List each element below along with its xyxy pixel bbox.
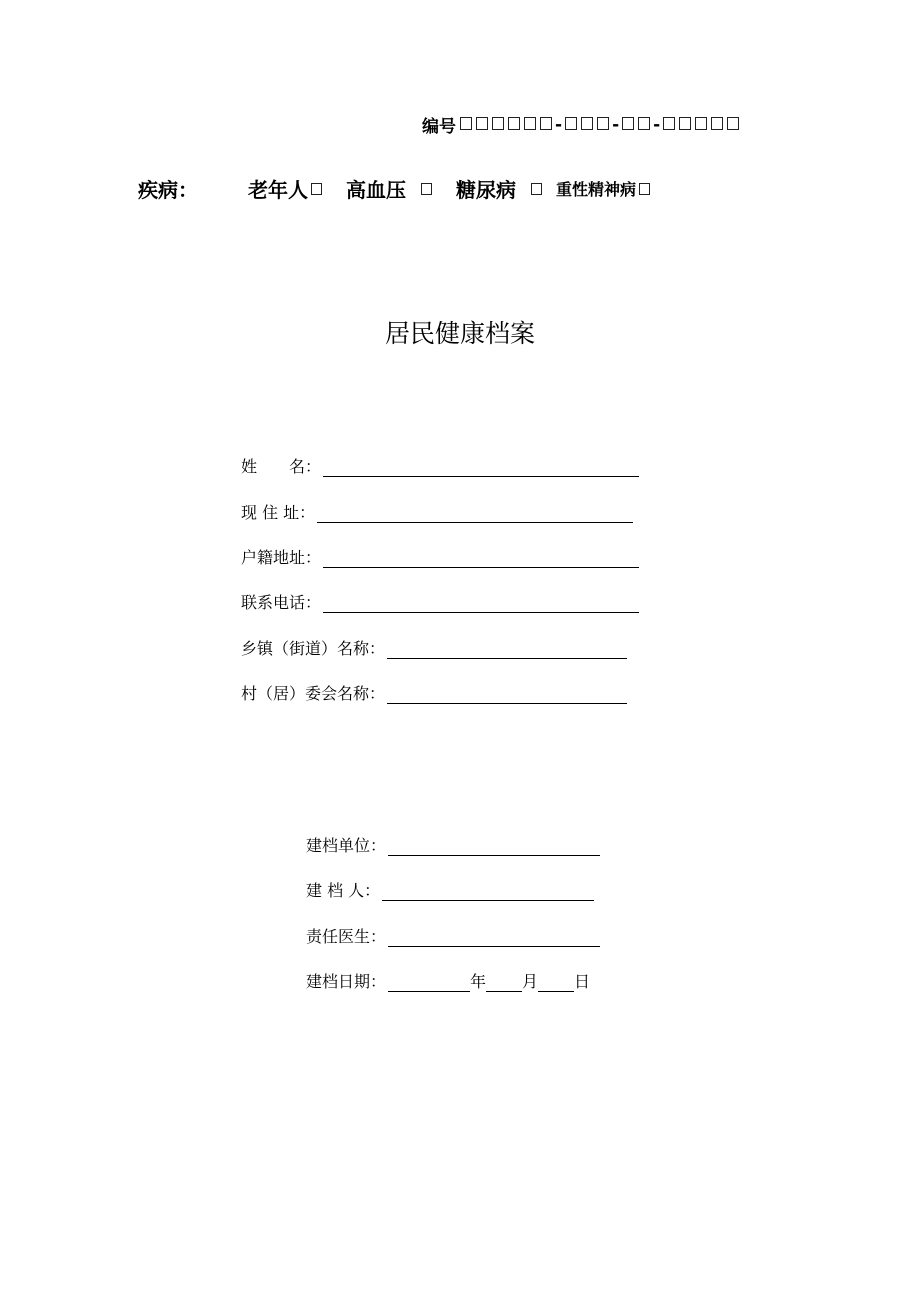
serial-digit-box[interactable]	[492, 117, 504, 130]
serial-digit-box[interactable]	[508, 117, 520, 130]
serial-digit-box[interactable]	[727, 117, 739, 130]
serial-digit-box[interactable]	[476, 117, 488, 130]
option-label: 高血压	[346, 178, 406, 202]
serial-digit-box[interactable]	[524, 117, 536, 130]
serial-separator: -	[653, 114, 661, 135]
document-title: 居民健康档案	[384, 319, 535, 348]
current-address-input[interactable]	[317, 504, 633, 523]
disease-category-row	[138, 174, 652, 203]
field-responsible-doctor	[306, 927, 600, 947]
option-label: 老年人	[248, 178, 308, 202]
field-township	[241, 639, 627, 659]
filing-month-input[interactable]	[486, 973, 522, 992]
field-current-address	[241, 503, 633, 523]
responsible-doctor-input[interactable]	[388, 928, 600, 947]
field-label: 建档日期：	[306, 972, 387, 991]
checkbox-diabetes[interactable]	[531, 183, 542, 195]
field-filing-person	[306, 881, 594, 901]
serial-group-2	[563, 115, 611, 135]
field-phone	[241, 593, 639, 613]
serial-digit-box[interactable]	[565, 117, 577, 130]
filing-person-input[interactable]	[382, 882, 594, 901]
field-label: 乡镇（街道）名称：	[241, 639, 386, 658]
serial-digit-box[interactable]	[679, 117, 691, 130]
field-label: 户籍地址：	[241, 548, 322, 567]
month-unit: 月	[522, 972, 539, 991]
serial-digit-box[interactable]	[711, 117, 723, 130]
field-name	[241, 457, 639, 477]
serial-label: 编号	[422, 117, 456, 137]
filing-year-input[interactable]	[388, 973, 470, 992]
serial-digit-box[interactable]	[460, 117, 472, 130]
serial-digit-box[interactable]	[597, 117, 609, 130]
option-hypertension[interactable]	[346, 174, 434, 203]
checkbox-hypertension[interactable]	[421, 183, 432, 195]
filing-unit-input[interactable]	[388, 837, 600, 856]
serial-separator: -	[612, 114, 620, 135]
serial-group-3	[620, 115, 652, 135]
field-label: 现 住 址：	[241, 503, 316, 522]
option-diabetes[interactable]	[456, 174, 544, 203]
field-label: 建档单位：	[306, 836, 387, 855]
serial-digit-box[interactable]	[638, 117, 650, 130]
serial-group-4	[661, 115, 741, 135]
serial-digit-box[interactable]	[663, 117, 675, 130]
field-label: 责任医生：	[306, 927, 387, 946]
field-village-committee	[241, 684, 627, 704]
phone-input[interactable]	[323, 594, 639, 613]
township-input[interactable]	[387, 640, 627, 659]
option-label: 重性精神病	[556, 180, 637, 199]
field-label: 村（居）委会名称：	[241, 684, 386, 703]
field-filing-unit	[306, 836, 600, 856]
serial-number	[422, 112, 741, 137]
serial-digit-box[interactable]	[581, 117, 593, 130]
year-unit: 年	[470, 972, 487, 991]
village-committee-input[interactable]	[387, 685, 627, 704]
checkbox-elderly[interactable]	[311, 183, 322, 195]
field-label: 联系电话：	[241, 593, 322, 612]
disease-label: 疾病：	[138, 178, 198, 202]
name-input[interactable]	[323, 458, 639, 477]
option-label: 糖尿病	[456, 178, 516, 202]
option-elderly[interactable]	[248, 174, 324, 203]
field-label: 姓 名：	[241, 457, 322, 476]
day-unit: 日	[574, 972, 591, 991]
filing-day-input[interactable]	[538, 973, 574, 992]
household-address-input[interactable]	[323, 549, 639, 568]
serial-digit-box[interactable]	[622, 117, 634, 130]
serial-digit-box[interactable]	[540, 117, 552, 130]
option-severe-mental-illness[interactable]	[556, 177, 652, 200]
serial-group-1	[458, 115, 554, 135]
field-household-address	[241, 548, 639, 568]
field-filing-date	[306, 972, 590, 992]
serial-separator: -	[555, 114, 563, 135]
serial-digit-box[interactable]	[695, 117, 707, 130]
checkbox-severe-mental-illness[interactable]	[639, 183, 650, 195]
field-label: 建 档 人：	[306, 881, 381, 900]
